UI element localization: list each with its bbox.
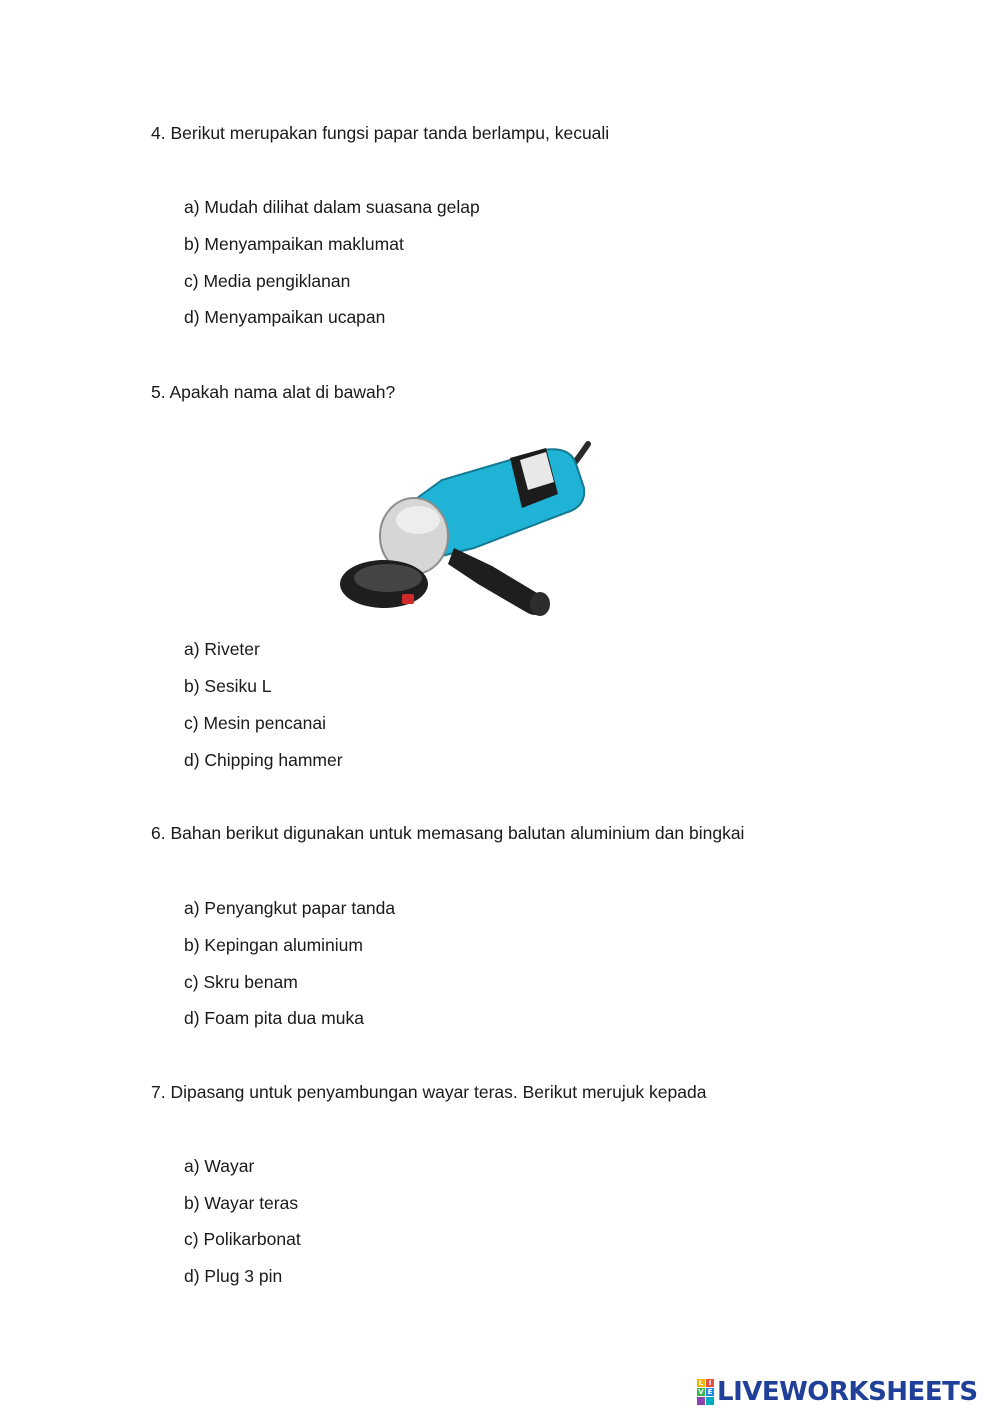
option-d[interactable]: d) Menyampaikan ucapan	[184, 307, 386, 327]
option-c[interactable]: c) Mesin pencanai	[184, 713, 327, 733]
option-b[interactable]: b) Kepingan aluminium	[184, 935, 363, 955]
angle-grinder-icon	[314, 428, 622, 638]
option-b[interactable]: b) Wayar teras	[184, 1193, 299, 1213]
question-text: 5. Apakah nama alat di bawah?	[151, 382, 396, 402]
option-d[interactable]: d) Foam pita dua muka	[184, 1008, 364, 1028]
liveworksheets-logo-text: LIVEWORKSHEETS	[717, 1377, 978, 1407]
option-d[interactable]: d) Plug 3 pin	[184, 1266, 283, 1286]
option-a[interactable]: a) Riveter	[184, 639, 260, 659]
question-text: 4. Berikut merupakan fungsi papar tanda berlampu, kecuali	[151, 123, 610, 143]
option-b[interactable]: b) Sesiku L	[184, 676, 272, 696]
option-a[interactable]: a) Penyangkut papar tanda	[184, 898, 396, 918]
question-text: 6. Bahan berikut digunakan untuk memasang balutan aluminium dan bingkai	[151, 823, 745, 843]
option-b[interactable]: b) Menyampaikan maklumat	[184, 234, 404, 254]
option-d[interactable]: d) Chipping hammer	[184, 750, 343, 770]
liveworksheets-logo-icon: L I V E	[697, 1379, 714, 1405]
option-a[interactable]: a) Wayar	[184, 1156, 255, 1176]
liveworksheets-logo	[697, 1378, 993, 1406]
option-c[interactable]: c) Skru benam	[184, 972, 298, 992]
question-text: 7. Dipasang untuk penyambungan wayar teras. Berikut merujuk kepada	[151, 1082, 707, 1102]
option-a[interactable]: a) Mudah dilihat dalam suasana gelap	[184, 197, 480, 217]
option-c[interactable]: c) Polikarbonat	[184, 1229, 301, 1249]
option-c[interactable]: c) Media pengiklanan	[184, 271, 351, 291]
